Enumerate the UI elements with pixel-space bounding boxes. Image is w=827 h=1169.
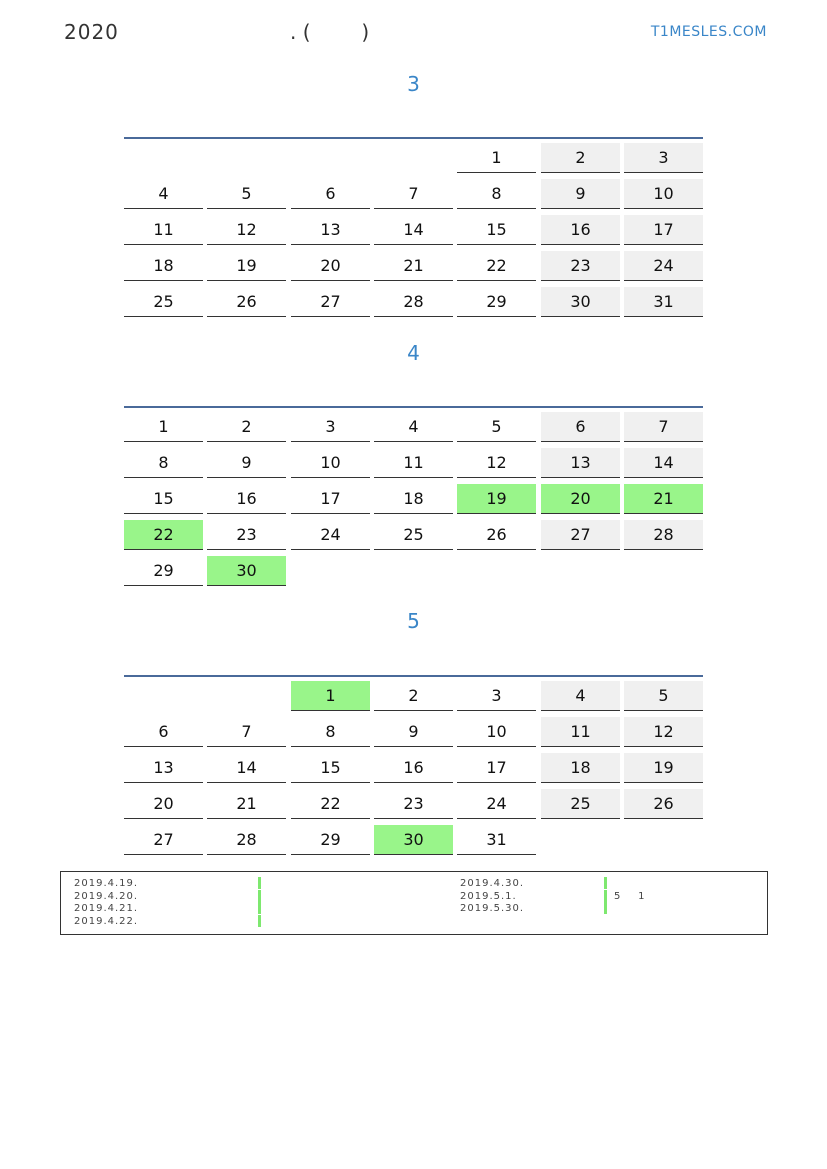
day-cell[interactable]: 15 xyxy=(291,753,370,783)
month-title: 3 xyxy=(407,72,420,96)
day-cell[interactable]: 29 xyxy=(124,556,203,586)
day-cell[interactable]: 23 xyxy=(541,251,620,281)
day-cell[interactable]: 27 xyxy=(291,287,370,317)
day-cell[interactable]: 17 xyxy=(457,753,536,783)
note-date: 2019.4.30. xyxy=(460,878,525,889)
note-date: 2019.5.30. xyxy=(460,903,525,914)
day-cell[interactable]: 20 xyxy=(291,251,370,281)
day-cell[interactable]: 16 xyxy=(207,484,286,514)
day-cell[interactable]: 3 xyxy=(457,681,536,711)
day-cell[interactable]: 29 xyxy=(291,825,370,855)
day-cell[interactable]: 19 xyxy=(207,251,286,281)
day-cell[interactable]: 9 xyxy=(207,448,286,478)
month-grid xyxy=(124,406,703,594)
day-cell[interactable]: 10 xyxy=(457,717,536,747)
month-grid xyxy=(124,675,703,863)
day-cell[interactable]: 2 xyxy=(541,143,620,173)
day-cell[interactable]: 1 xyxy=(124,412,203,442)
day-cell[interactable]: 21 xyxy=(374,251,453,281)
note-marker xyxy=(258,902,261,914)
day-cell[interactable]: 8 xyxy=(124,448,203,478)
day-cell[interactable]: 16 xyxy=(374,753,453,783)
note-marker xyxy=(258,890,261,902)
day-cell[interactable]: 20 xyxy=(124,789,203,819)
day-cell[interactable]: 29 xyxy=(457,287,536,317)
day-cell[interactable]: 8 xyxy=(457,179,536,209)
header-subtitle: . ( ) xyxy=(290,20,370,44)
day-cell[interactable]: 31 xyxy=(457,825,536,855)
day-cell[interactable]: 13 xyxy=(124,753,203,783)
day-cell[interactable]: 18 xyxy=(541,753,620,783)
day-cell[interactable]: 18 xyxy=(124,251,203,281)
day-cell[interactable]: 28 xyxy=(624,520,703,550)
day-cell[interactable]: 25 xyxy=(374,520,453,550)
day-cell[interactable]: 10 xyxy=(291,448,370,478)
day-cell[interactable]: 24 xyxy=(291,520,370,550)
note-text: 5 1 xyxy=(614,890,646,902)
day-cell[interactable]: 5 xyxy=(624,681,703,711)
day-cell[interactable]: 4 xyxy=(541,681,620,711)
note-date: 2019.4.19. xyxy=(74,878,139,889)
day-cell[interactable]: 30 xyxy=(374,825,453,855)
day-cell[interactable]: 9 xyxy=(541,179,620,209)
day-cell[interactable]: 6 xyxy=(124,717,203,747)
day-cell[interactable]: 24 xyxy=(457,789,536,819)
month-grid xyxy=(124,137,703,325)
day-cell[interactable]: 11 xyxy=(124,215,203,245)
month-title: 4 xyxy=(407,341,420,365)
day-cell[interactable]: 26 xyxy=(624,789,703,819)
day-cell[interactable]: 25 xyxy=(124,287,203,317)
day-cell[interactable]: 5 xyxy=(207,179,286,209)
day-cell[interactable]: 19 xyxy=(624,753,703,783)
day-cell[interactable]: 30 xyxy=(207,556,286,586)
day-cell[interactable]: 4 xyxy=(124,179,203,209)
holiday-notes-box xyxy=(60,871,768,935)
day-cell[interactable]: 2 xyxy=(374,681,453,711)
day-cell[interactable]: 26 xyxy=(457,520,536,550)
day-cell[interactable]: 24 xyxy=(624,251,703,281)
day-cell[interactable]: 20 xyxy=(541,484,620,514)
note-date: 2019.4.20. xyxy=(74,890,139,902)
day-cell[interactable]: 23 xyxy=(374,789,453,819)
day-cell[interactable]: 12 xyxy=(207,215,286,245)
day-cell[interactable]: 16 xyxy=(541,215,620,245)
day-cell[interactable]: 2 xyxy=(207,412,286,442)
day-cell[interactable]: 7 xyxy=(207,717,286,747)
day-cell[interactable]: 26 xyxy=(207,287,286,317)
day-cell[interactable]: 18 xyxy=(374,484,453,514)
month-title: 5 xyxy=(407,609,420,633)
day-cell[interactable]: 1 xyxy=(457,143,536,173)
day-cell[interactable]: 30 xyxy=(541,287,620,317)
day-cell[interactable]: 5 xyxy=(457,412,536,442)
brand-link[interactable]: T1MESLES.COM xyxy=(650,24,767,40)
day-cell[interactable]: 15 xyxy=(124,484,203,514)
day-cell[interactable]: 19 xyxy=(457,484,536,514)
note-marker xyxy=(258,877,261,889)
day-cell[interactable]: 22 xyxy=(291,789,370,819)
day-cell[interactable]: 28 xyxy=(207,825,286,855)
note-date: 2019.4.21. xyxy=(74,903,139,914)
day-cell[interactable]: 11 xyxy=(541,717,620,747)
day-cell[interactable]: 17 xyxy=(624,215,703,245)
day-cell[interactable]: 13 xyxy=(291,215,370,245)
day-cell[interactable]: 12 xyxy=(624,717,703,747)
day-cell[interactable]: 12 xyxy=(457,448,536,478)
day-cell[interactable]: 14 xyxy=(207,753,286,783)
day-cell[interactable]: 7 xyxy=(624,412,703,442)
month-divider xyxy=(124,406,703,408)
day-cell[interactable]: 27 xyxy=(541,520,620,550)
day-cell[interactable]: 28 xyxy=(374,287,453,317)
day-cell[interactable]: 11 xyxy=(374,448,453,478)
note-marker xyxy=(604,877,607,889)
header-year: 2020 xyxy=(64,20,119,44)
day-cell[interactable]: 22 xyxy=(457,251,536,281)
day-cell[interactable]: 3 xyxy=(291,412,370,442)
month-divider xyxy=(124,675,703,677)
day-cell[interactable]: 27 xyxy=(124,825,203,855)
day-cell[interactable]: 15 xyxy=(457,215,536,245)
day-cell[interactable]: 21 xyxy=(624,484,703,514)
day-cell[interactable]: 9 xyxy=(374,717,453,747)
day-cell[interactable]: 31 xyxy=(624,287,703,317)
day-cell[interactable]: 1 xyxy=(291,681,370,711)
day-cell[interactable]: 17 xyxy=(291,484,370,514)
day-cell[interactable]: 23 xyxy=(207,520,286,550)
month-divider xyxy=(124,137,703,139)
day-cell[interactable]: 25 xyxy=(541,789,620,819)
note-marker xyxy=(604,890,607,902)
day-cell[interactable]: 8 xyxy=(291,717,370,747)
day-cell[interactable]: 13 xyxy=(541,448,620,478)
day-cell[interactable]: 3 xyxy=(624,143,703,173)
note-date: 2019.4.22. xyxy=(74,915,139,927)
day-cell[interactable]: 21 xyxy=(207,789,286,819)
day-cell[interactable]: 6 xyxy=(541,412,620,442)
day-cell[interactable]: 6 xyxy=(291,179,370,209)
day-cell[interactable]: 14 xyxy=(624,448,703,478)
day-cell[interactable]: 10 xyxy=(624,179,703,209)
note-marker xyxy=(604,902,607,914)
day-cell[interactable]: 7 xyxy=(374,179,453,209)
note-date: 2019.5.1. xyxy=(460,890,517,902)
day-cell[interactable]: 14 xyxy=(374,215,453,245)
day-cell[interactable]: 22 xyxy=(124,520,203,550)
day-cell[interactable]: 4 xyxy=(374,412,453,442)
note-marker xyxy=(258,915,261,927)
